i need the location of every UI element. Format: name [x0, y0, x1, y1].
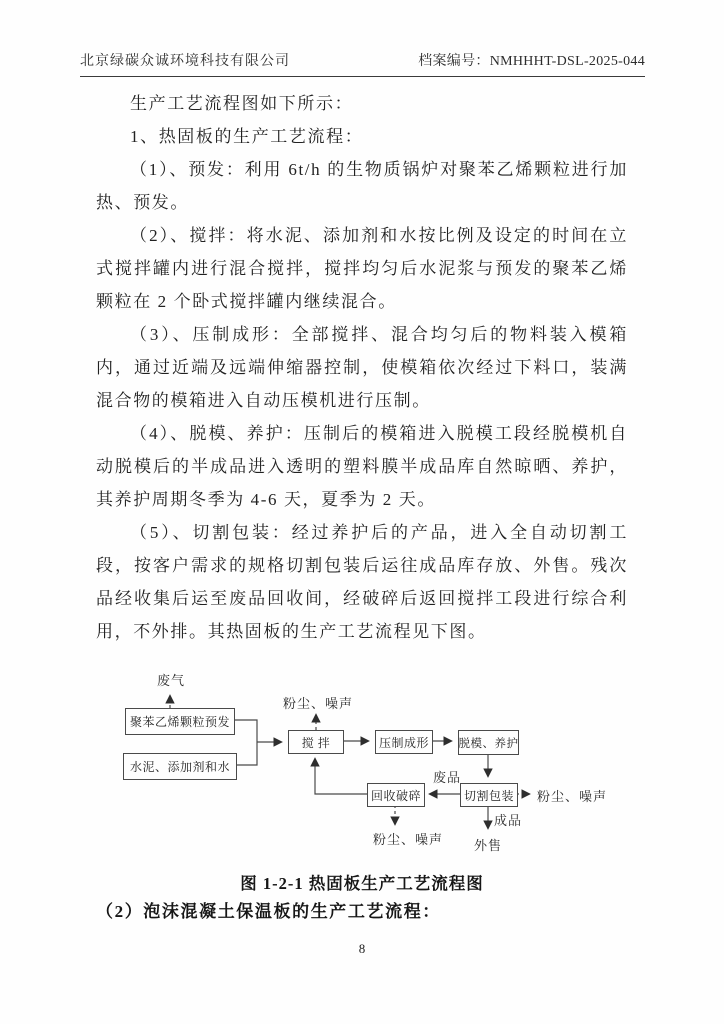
paragraph-step-1: （1）、预发：利用 6t/h 的生物质锅炉对聚苯乙烯颗粒进行加热、预发。 — [96, 160, 628, 212]
process-flowchart — [120, 665, 715, 865]
flow-node-raw-inputs: 水泥、添加剂和水 — [123, 753, 237, 780]
flow-node-mixing: 搅 拌 — [288, 730, 344, 754]
flow-node-recycle-crushing: 回收破碎 — [367, 783, 425, 807]
label-waste-gas: 废气 — [157, 673, 186, 688]
archive-number: NMHHHT-DSL-2025-044 — [489, 54, 645, 69]
paragraph-step-5: （5）、切割包装：经过养护后的产品，进入全自动切割工段，按客户需求的规格切割包装后运往成品库存放、外售。残次品经收集后运至废品回收间，经破碎后返回搅拌工段进行综合利用，不外排。其热固板的生产工艺流程见下图。 — [96, 523, 628, 641]
paragraph-intro: 生产工艺流程图如下所示： — [130, 94, 354, 113]
flow-node-cutting-packing: 切割包装 — [460, 783, 518, 807]
label-dust-noise-mixing: 粉尘、噪声 — [283, 696, 354, 711]
flow-node-pressing: 压制成形 — [375, 730, 433, 754]
label-product: 成品 — [494, 813, 523, 828]
paragraph-step-2: （2）、搅拌：将水泥、添加剂和水按比例及设定的时间在立式搅拌罐内进行混合搅拌，搅拌均匀后水泥浆与预发的聚苯乙烯颗粒在 2 个卧式搅拌罐内继续混合。 — [96, 226, 628, 311]
page-number: 8 — [358, 941, 366, 956]
flow-node-pre-expansion: 聚苯乙烯颗粒预发 — [125, 708, 235, 735]
flow-node-demould-curing: 脱模、养护 — [458, 730, 519, 755]
document-body — [96, 87, 628, 648]
header-archive — [418, 50, 645, 70]
paragraph-step-4: （4）、脱模、养护：压制后的模箱进入脱模工段经脱模机自动脱模后的半成品进入透明的塑料膜半成品库自然晾晒、养护，其养护周期冬季为 4-6 天，夏季为 2 天。 — [96, 424, 628, 509]
label-sell: 外售 — [474, 838, 503, 853]
label-dust-noise-recycle: 粉尘、噪声 — [373, 832, 444, 847]
paragraph-step-3: （3）、压制成形：全部搅拌、混合均匀后的物料装入模箱内，通过近端及远端伸缩器控制，使模箱依次经过下料口，装满混合物的模箱进入自动压模机进行压制。 — [96, 325, 628, 410]
page-header — [80, 0, 645, 77]
label-scrap: 废品 — [433, 770, 462, 785]
paragraph-heading-1: 1、热固板的生产工艺流程： — [130, 127, 364, 146]
label-dust-noise-cutting: 粉尘、噪声 — [537, 789, 608, 804]
header-company-name: 北京绿碳众诚环境科技有限公司 — [80, 54, 290, 69]
section-heading-foam-concrete: （2）泡沫混凝土保温板的生产工艺流程： — [96, 902, 441, 921]
archive-label: 档案编号： — [418, 54, 490, 69]
figure-caption: 图 1-2-1 热固板生产工艺流程图 — [240, 874, 484, 893]
